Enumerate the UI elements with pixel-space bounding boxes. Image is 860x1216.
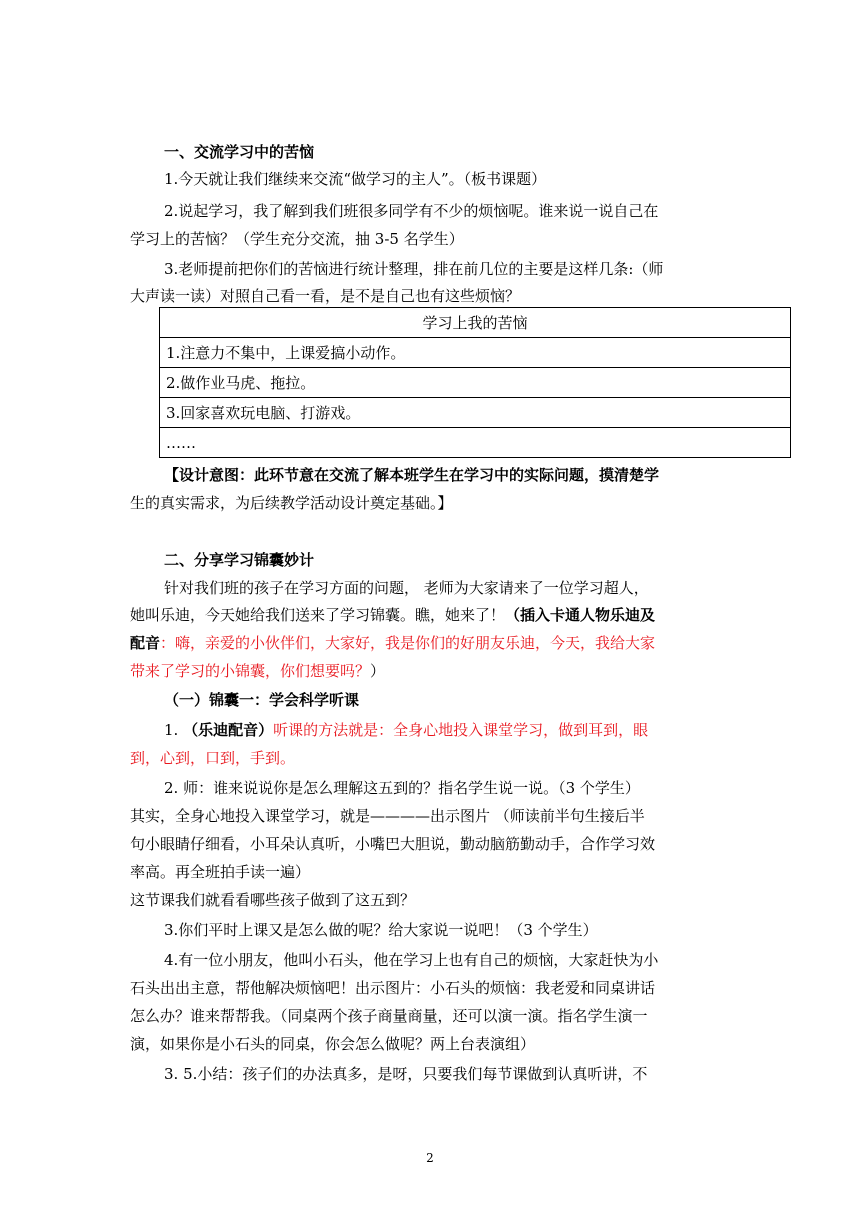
item-4-line4: 演，如果你是小石头的同桌，你会怎么做呢？两上台表演组） [130, 1035, 536, 1053]
subsection-1-title: （一）锦囊一：学会科学听课 [164, 691, 360, 709]
item-1-line2: 到，心到，口到，手到。 [130, 749, 296, 767]
section2-title: 二、分享学习锦囊妙计 [164, 551, 315, 569]
item-2-line4: 率高。再全班拍手读一遍） [130, 863, 311, 881]
item-4-line1: 4.有一位小朋友，他叫小石头，他在学习上也有自己的烦恼，大家赶快为小 [164, 951, 659, 969]
paragraph-3-line2: 大声读一读）对照自己看一看，是不是自己也有这些烦恼？ [130, 287, 521, 305]
item-2-line3: 句小眼睛仔细看，小耳朵认真听，小嘴巴大胆说，勤动脑筋勤动手，合作学习效 [130, 835, 656, 853]
item-1-line1 [164, 720, 740, 740]
intro-line2 [130, 605, 740, 625]
paragraph-2-line1: 2.说起学习，我了解到我们班很多同学有不少的烦恼呢。谁来说一说自己在 [164, 202, 659, 220]
intro-close-paren: ） [370, 662, 386, 680]
intro-red-speech-end: 带来了学习的小锦囊，你们想要吗？ [130, 662, 371, 680]
item-5: 3. 5.小结：孩子们的办法真多，是呀，只要我们每节课做到认真听讲，不 [164, 1065, 648, 1083]
item-4-line3: 怎么办？谁来帮帮我。（同桌两个孩子商量商量，还可以演一演。指名学生演一 [130, 1007, 648, 1025]
paragraph-2-line2: 学习上的苦恼？（学生充分交流，抽 3-5 名学生） [130, 230, 464, 248]
item-2-line2: 其实，全身心地投入课堂学习，就是————出示图片 （师读前半句生接后半 [130, 807, 645, 825]
table-row: 3.回家喜欢玩电脑、打游戏。 [160, 398, 791, 428]
intro-line3 [130, 633, 740, 653]
table-row: 1.注意力不集中，上课爱搞小动作。 [160, 338, 791, 368]
design-intent-line2: 生的真实需求，为后续教学活动设计奠定基础。】 [130, 494, 453, 512]
intro-bold-dubbing: 配音 [130, 634, 161, 652]
table-row: …… [160, 428, 791, 458]
pains-table [159, 307, 791, 458]
paragraph-1: 1.今天就让我们继续来交流“做学习的主人”。（板书课题） [164, 170, 547, 188]
item-1-bold: （乐迪配音） [183, 721, 274, 739]
item-2-line5: 这节课我们就看看哪些孩子做到了这五到？ [130, 891, 416, 909]
intro-bold-note: （插入卡通人物乐迪及 [505, 606, 656, 624]
paragraph-3-line1: 3.老师提前把你们的苦恼进行统计整理，排在前几位的主要是这样几条:（师 [164, 260, 664, 278]
design-intent-text: 【设计意图：此环节意在交流了解本班学生在学习中的实际问题，摸清楚学 [164, 466, 660, 484]
pains-table-header: 学习上我的苦恼 [160, 308, 791, 338]
item-1-number: 1. [164, 721, 184, 739]
intro-line1: 针对我们班的孩子在学习方面的问题， 老师为大家请来了一位学习超人， [164, 579, 649, 597]
page-number: 2 [426, 1151, 434, 1165]
design-intent-line1 [164, 465, 740, 485]
item-3: 3.你们平时上课又是怎么做的呢？给大家说一说吧！（3 个学生） [164, 921, 598, 939]
item-2-line1: 2. 师：谁来说说你是怎么理解这五到的？指名学生说一说。（3 个学生） [164, 779, 640, 797]
section1-title: 一、交流学习中的苦恼 [164, 143, 315, 161]
intro-line4 [130, 661, 740, 681]
item-4-line2: 石头出出主意，帮他解决烦恼吧！出示图片：小石头的烦恼：我老爱和同桌讲话 [130, 979, 656, 997]
table-row: 2.做作业马虎、拖拉。 [160, 368, 791, 398]
item-1-red: 听课的方法就是：全身心地投入课堂学习，做到耳到，眼 [273, 721, 649, 739]
intro-text: 她叫乐迪，今天她给我们送来了学习锦囊。瞧，她来了！ [130, 606, 506, 624]
intro-red-speech: ：嗨，亲爱的小伙伴们，大家好，我是你们的好朋友乐迪，今天，我给大家 [160, 634, 656, 652]
